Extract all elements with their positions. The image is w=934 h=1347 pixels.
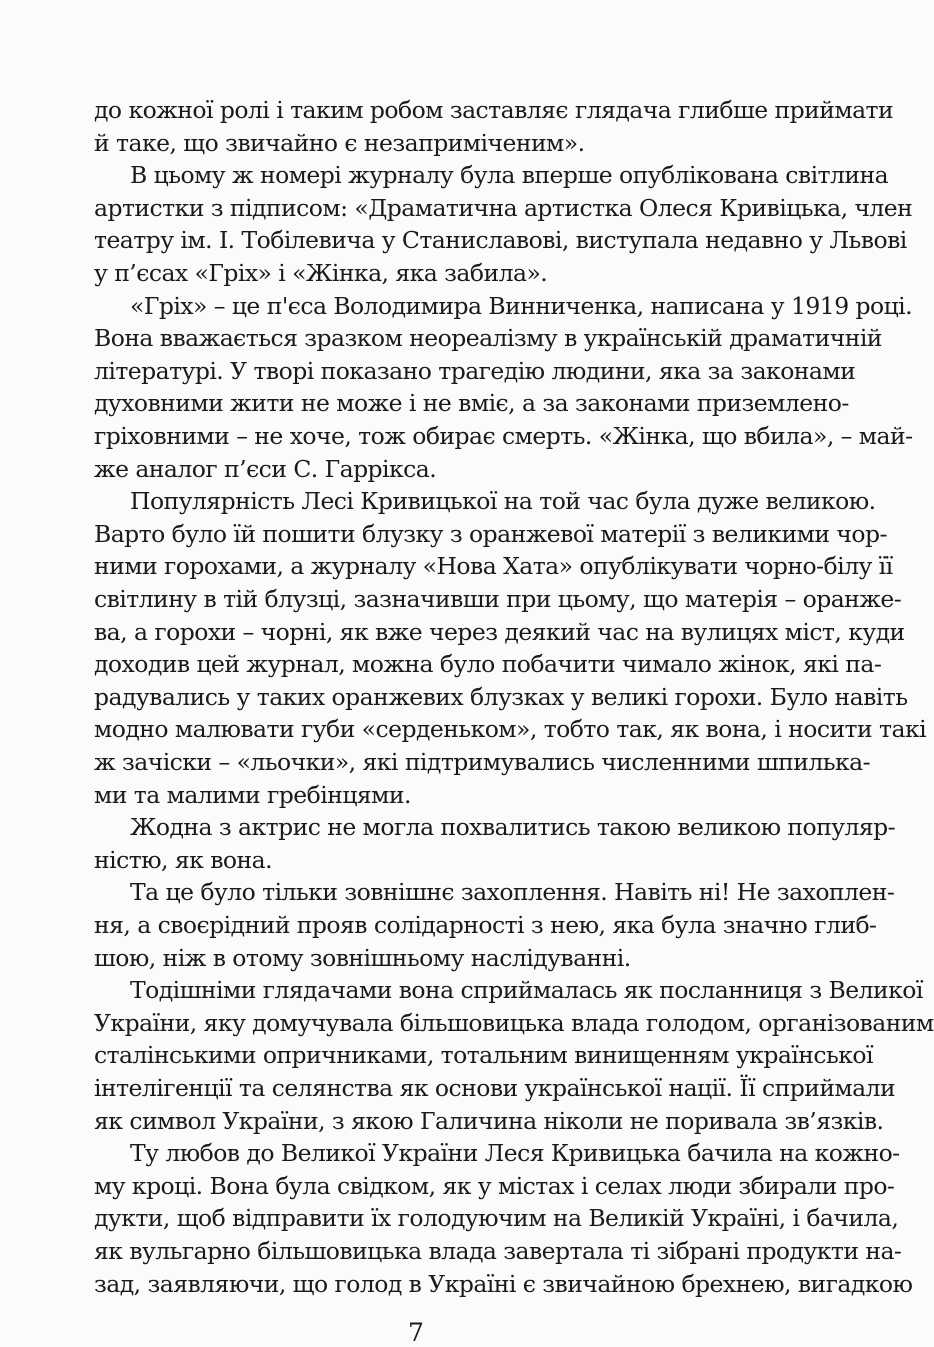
text-line: Тодішніми глядачами вона сприймалась як посланниця з Великої (130, 976, 923, 1004)
text-line: інтелігенції та селянства як основи української нації. Її сприймали (94, 1074, 896, 1102)
text-line: же аналог п’єси С. Гаррікса. (94, 455, 437, 483)
text-line: у п’єсах «Гріх» і «Жінка, яка забила». (94, 259, 548, 287)
text-line: радувались у таких оранжевих блузках у великі горохи. Було навіть (94, 683, 908, 711)
text-line: модно малювати губи «серденьком», тобто так, як вона, і носити такі (94, 715, 927, 743)
text-line: дукти, щоб відправити їх голодуючим на Великій Україні, і бачила, (94, 1204, 899, 1232)
text-line: сталінськими опричниками, тотальним винищенням української (94, 1041, 873, 1069)
text-line: шою, ніж в отому зовнішньому наслідуванні. (94, 944, 631, 972)
text-line: В цьому ж номері журналу була вперше опублікована світлина (130, 161, 889, 189)
text-line: до кожної ролі і таким робом заставляє глядача глибше приймати (94, 96, 894, 124)
page-number: 7 (408, 1318, 424, 1347)
text-line: як вульгарно більшовицька влада завертала ті зібрані продукти на- (94, 1237, 902, 1265)
text-line: ністю, як вона. (94, 846, 272, 874)
text-line: ми та малими гребінцями. (94, 781, 411, 809)
text-line: Жодна з актрис не могла похвалитись такою великою популяр- (130, 813, 896, 841)
text-line: України, яку домучувала більшовицька влада голодом, організованим (94, 1009, 934, 1037)
text-line: театру ім. І. Тобілевича у Станиславові, виступала недавно у Львові (94, 226, 907, 254)
text-line: ня, а своєрідний прояв солідарності з нею, яка була значно глиб- (94, 911, 877, 939)
text-line: Та це було тільки зовнішнє захоплення. Навіть ні! Не захоплен- (130, 878, 895, 906)
text-line: доходив цей журнал, можна було побачити чимало жінок, які па- (94, 650, 882, 678)
text-line: ними горохами, а журналу «Нова Хата» опублікувати чорно-білу її (94, 552, 893, 580)
text-line: зад, заявляючи, що голод в Україні є звичайною брехнею, вигадкою (94, 1270, 913, 1298)
text-line: духовними жити не може і не вміє, а за законами приземлено- (94, 389, 849, 417)
text-line: гріховними – не хоче, тож обирає смерть. «Жінка, що вбила», – май- (94, 422, 913, 450)
text-line: літературі. У творі показано трагедію людини, яка за законами (94, 357, 856, 385)
text-line: як символ України, з якою Галичина ніколи не поривала зв’язків. (94, 1107, 884, 1135)
text-line: Варто було їй пошити блузку з оранжевої матерії з великими чор- (94, 520, 887, 548)
text-line: му кроці. Вона була свідком, як у містах і селах люди збирали про- (94, 1172, 895, 1200)
text-line: артистки з підписом: «Драматична артистка Олеся Кривіцька, член (94, 194, 913, 222)
text-line: ва, а горохи – чорні, як вже через деякий час на вулицях міст, куди (94, 618, 905, 646)
text-line: Популярність Лесі Кривицької на той час була дуже великою. (130, 487, 876, 515)
text-line: й таке, що звичайно є незаприміченим». (94, 129, 585, 157)
text-line: «Гріх» – це п'єса Володимира Винниченка, написана у 1919 році. (130, 292, 913, 320)
text-line: світлину в тій блузці, зазначивши при цьому, що матерія – оранже- (94, 585, 902, 613)
text-line: ж зачіски – «льочки», які підтримувались численними шпилька- (94, 748, 870, 776)
text-line: Вона вважається зразком неореалізму в українській драматичній (94, 324, 882, 352)
text-line: Ту любов до Великої України Леся Кривицька бачила на кожно- (130, 1139, 900, 1167)
